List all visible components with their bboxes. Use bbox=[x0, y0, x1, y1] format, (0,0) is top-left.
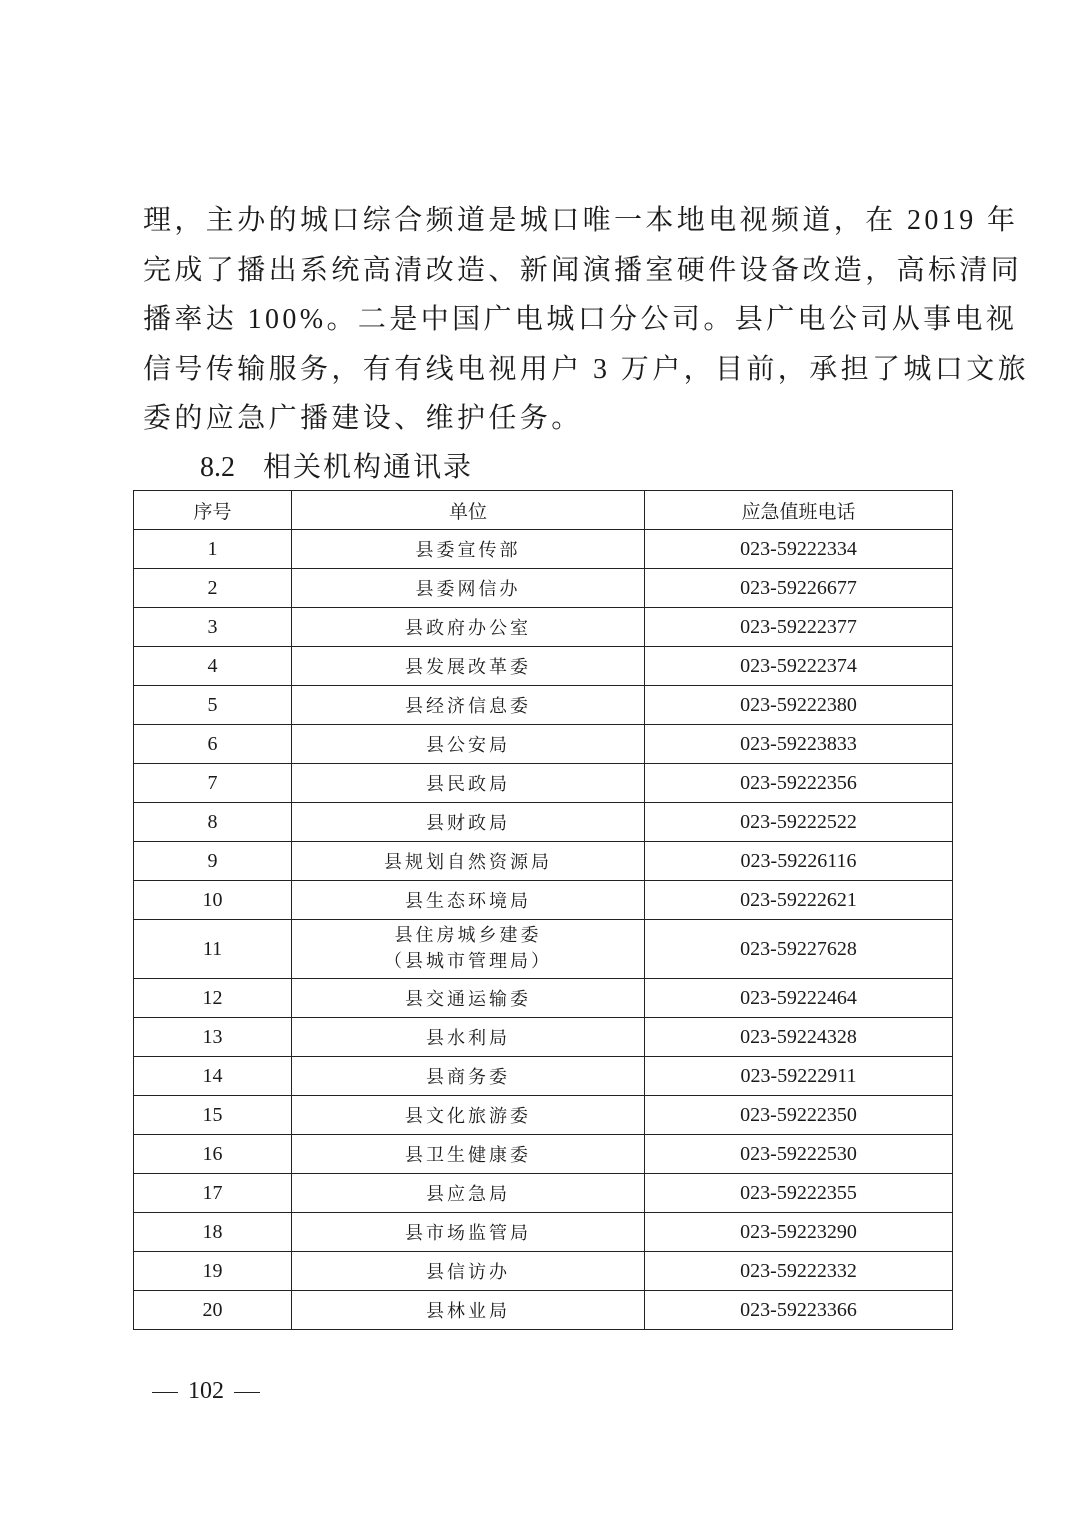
unit-cell: 县水利局 bbox=[292, 1018, 645, 1057]
unit-cell: 县经济信息委 bbox=[292, 686, 645, 725]
serial-number-cell: 4 bbox=[134, 647, 292, 686]
table-row bbox=[134, 1252, 953, 1291]
unit-cell: 县规划自然资源局 bbox=[292, 842, 645, 881]
paragraph-line: 委的应急广播建设、维护任务。 bbox=[143, 403, 583, 435]
table-row bbox=[134, 1213, 953, 1252]
page-footer bbox=[142, 1378, 270, 1405]
phone-cell: 023-59222530 bbox=[645, 1135, 953, 1174]
serial-number-cell: 3 bbox=[134, 608, 292, 647]
table-row bbox=[134, 608, 953, 647]
unit-cell: 县民政局 bbox=[292, 764, 645, 803]
header-unit: 单位 bbox=[292, 491, 645, 530]
footer-dash-right bbox=[234, 1392, 260, 1393]
phone-cell: 023-59222332 bbox=[645, 1252, 953, 1291]
unit-cell: 县应急局 bbox=[292, 1174, 645, 1213]
table-row bbox=[134, 1096, 953, 1135]
table-row bbox=[134, 647, 953, 686]
phone-cell: 023-59222380 bbox=[645, 686, 953, 725]
table-row bbox=[134, 1291, 953, 1330]
unit-cell: 县交通运输委 bbox=[292, 979, 645, 1018]
unit-cell bbox=[292, 920, 645, 979]
table-row bbox=[134, 569, 953, 608]
unit-cell: 县委网信办 bbox=[292, 569, 645, 608]
serial-number-cell: 8 bbox=[134, 803, 292, 842]
table-header-row bbox=[134, 491, 953, 530]
unit-cell: 县卫生健康委 bbox=[292, 1135, 645, 1174]
table-row bbox=[134, 881, 953, 920]
header-serial-number: 序号 bbox=[134, 491, 292, 530]
body-paragraph bbox=[143, 196, 1030, 444]
unit-cell: 县公安局 bbox=[292, 725, 645, 764]
phone-cell: 023-59224328 bbox=[645, 1018, 953, 1057]
unit-cell: 县委宣传部 bbox=[292, 530, 645, 569]
serial-number-cell: 7 bbox=[134, 764, 292, 803]
paragraph-line: 信号传输服务，有有线电视用户 3 万户，目前，承担了城口文旅 bbox=[143, 353, 1030, 385]
phone-cell: 023-59222911 bbox=[645, 1057, 953, 1096]
table-row bbox=[134, 920, 953, 979]
phone-cell: 023-59226116 bbox=[645, 842, 953, 881]
phone-cell: 023-59222522 bbox=[645, 803, 953, 842]
phone-cell: 023-59223833 bbox=[645, 725, 953, 764]
section-title: 相关机构通讯录 bbox=[263, 452, 474, 483]
contacts-table bbox=[133, 490, 953, 1330]
serial-number-cell: 16 bbox=[134, 1135, 292, 1174]
serial-number-cell: 20 bbox=[134, 1291, 292, 1330]
serial-number-cell: 15 bbox=[134, 1096, 292, 1135]
table-body bbox=[134, 530, 953, 1330]
serial-number-cell: 12 bbox=[134, 979, 292, 1018]
paragraph-line: 理，主办的城口综合频道是城口唯一本地电视频道，在 2019 年 bbox=[143, 205, 1019, 236]
serial-number-cell: 10 bbox=[134, 881, 292, 920]
section-number: 8.2 bbox=[200, 452, 235, 483]
unit-cell: 县政府办公室 bbox=[292, 608, 645, 647]
phone-cell: 023-59222334 bbox=[645, 530, 953, 569]
table-row bbox=[134, 1135, 953, 1174]
phone-cell: 023-59222621 bbox=[645, 881, 953, 920]
table-row bbox=[134, 979, 953, 1018]
unit-cell: 县林业局 bbox=[292, 1291, 645, 1330]
paragraph-line: 完成了播出系统高清改造、新闻演播室硬件设备改造，高标清同 bbox=[143, 254, 1023, 286]
phone-cell: 023-59223290 bbox=[645, 1213, 953, 1252]
table-row bbox=[134, 803, 953, 842]
unit-cell: 县文化旅游委 bbox=[292, 1096, 645, 1135]
serial-number-cell: 5 bbox=[134, 686, 292, 725]
serial-number-cell: 19 bbox=[134, 1252, 292, 1291]
unit-cell: 县市场监管局 bbox=[292, 1213, 645, 1252]
phone-cell: 023-59226677 bbox=[645, 569, 953, 608]
serial-number-cell: 11 bbox=[134, 920, 292, 979]
table-row bbox=[134, 842, 953, 881]
table-row bbox=[134, 530, 953, 569]
phone-cell: 023-59223366 bbox=[645, 1291, 953, 1330]
footer-dash-left bbox=[152, 1392, 178, 1393]
table-row bbox=[134, 764, 953, 803]
phone-cell: 023-59222374 bbox=[645, 647, 953, 686]
phone-cell: 023-59222355 bbox=[645, 1174, 953, 1213]
phone-cell: 023-59222350 bbox=[645, 1096, 953, 1135]
serial-number-cell: 18 bbox=[134, 1213, 292, 1252]
unit-cell: 县信访办 bbox=[292, 1252, 645, 1291]
unit-cell: 县财政局 bbox=[292, 803, 645, 842]
phone-cell: 023-59222377 bbox=[645, 608, 953, 647]
serial-number-cell: 1 bbox=[134, 530, 292, 569]
table-row bbox=[134, 1018, 953, 1057]
serial-number-cell: 9 bbox=[134, 842, 292, 881]
unit-name-line: （县城市管理局） bbox=[384, 951, 552, 972]
header-emergency-phone: 应急值班电话 bbox=[645, 491, 953, 530]
phone-cell: 023-59227628 bbox=[645, 920, 953, 979]
phone-cell: 023-59222464 bbox=[645, 979, 953, 1018]
table-row bbox=[134, 686, 953, 725]
phone-cell: 023-59222356 bbox=[645, 764, 953, 803]
unit-cell: 县发展改革委 bbox=[292, 647, 645, 686]
table-row bbox=[134, 1174, 953, 1213]
table-row bbox=[134, 1057, 953, 1096]
serial-number-cell: 14 bbox=[134, 1057, 292, 1096]
unit-name-line: 县住房城乡建委 bbox=[394, 925, 542, 946]
unit-cell: 县商务委 bbox=[292, 1057, 645, 1096]
table-row bbox=[134, 725, 953, 764]
section-heading bbox=[200, 448, 473, 488]
unit-cell: 县生态环境局 bbox=[292, 881, 645, 920]
paragraph-line: 播率达 100%。二是中国广电城口分公司。县广电公司从事电视 bbox=[143, 304, 1018, 336]
serial-number-cell: 6 bbox=[134, 725, 292, 764]
serial-number-cell: 13 bbox=[134, 1018, 292, 1057]
serial-number-cell: 2 bbox=[134, 569, 292, 608]
page-number: 102 bbox=[188, 1378, 224, 1404]
serial-number-cell: 17 bbox=[134, 1174, 292, 1213]
